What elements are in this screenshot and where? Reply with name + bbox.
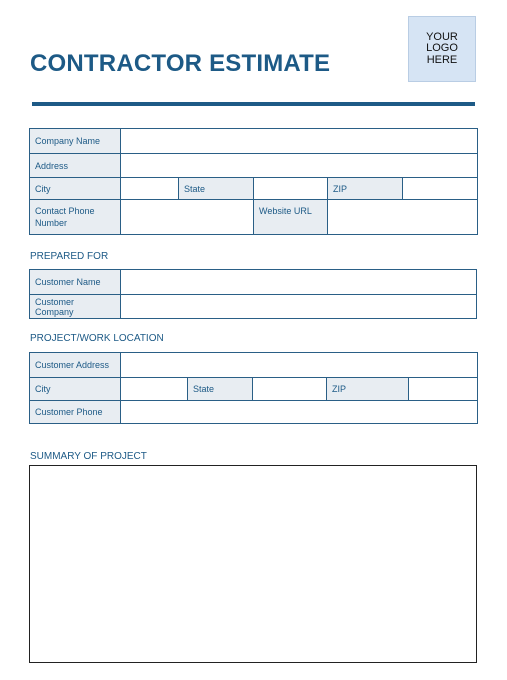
work-location-table	[29, 352, 478, 424]
location-city-field[interactable]	[121, 378, 188, 401]
header-divider	[32, 102, 475, 106]
customer-phone-label: Customer Phone	[30, 401, 121, 424]
logo-placeholder: YOUR LOGO HERE	[408, 16, 476, 82]
page-title: CONTRACTOR ESTIMATE	[30, 50, 331, 77]
summary-textarea[interactable]	[29, 465, 477, 663]
work-location-heading: PROJECT/WORK LOCATION	[30, 333, 164, 344]
location-zip-field[interactable]	[409, 378, 478, 401]
contact-phone-field[interactable]	[121, 200, 254, 235]
state-field[interactable]	[254, 178, 328, 200]
customer-address-field[interactable]	[121, 353, 478, 378]
contractor-info-table	[29, 128, 478, 235]
address-field[interactable]	[121, 154, 478, 178]
state-label: State	[179, 178, 254, 200]
city-field[interactable]	[121, 178, 179, 200]
customer-address-label: Customer Address	[30, 353, 121, 378]
location-state-label: State	[188, 378, 253, 401]
website-url-label: Website URL	[254, 200, 328, 235]
prepared-for-table	[29, 269, 477, 319]
customer-company-label: Customer Company	[30, 295, 121, 319]
customer-company-field[interactable]	[121, 295, 477, 319]
location-zip-label: ZIP	[327, 378, 409, 401]
city-label: City	[30, 178, 121, 200]
summary-heading: SUMMARY OF PROJECT	[30, 451, 147, 462]
customer-name-label: Customer Name	[30, 270, 121, 295]
address-label: Address	[30, 154, 121, 178]
location-city-label: City	[30, 378, 121, 401]
company-name-label: Company Name	[30, 129, 121, 154]
location-state-field[interactable]	[253, 378, 327, 401]
zip-label: ZIP	[328, 178, 403, 200]
company-name-field[interactable]	[121, 129, 478, 154]
website-url-field[interactable]	[328, 200, 478, 235]
customer-name-field[interactable]	[121, 270, 477, 295]
prepared-for-heading: PREPARED FOR	[30, 251, 109, 262]
zip-field[interactable]	[403, 178, 478, 200]
customer-phone-field[interactable]	[121, 401, 478, 424]
contact-phone-label: Contact Phone Number	[30, 200, 121, 235]
